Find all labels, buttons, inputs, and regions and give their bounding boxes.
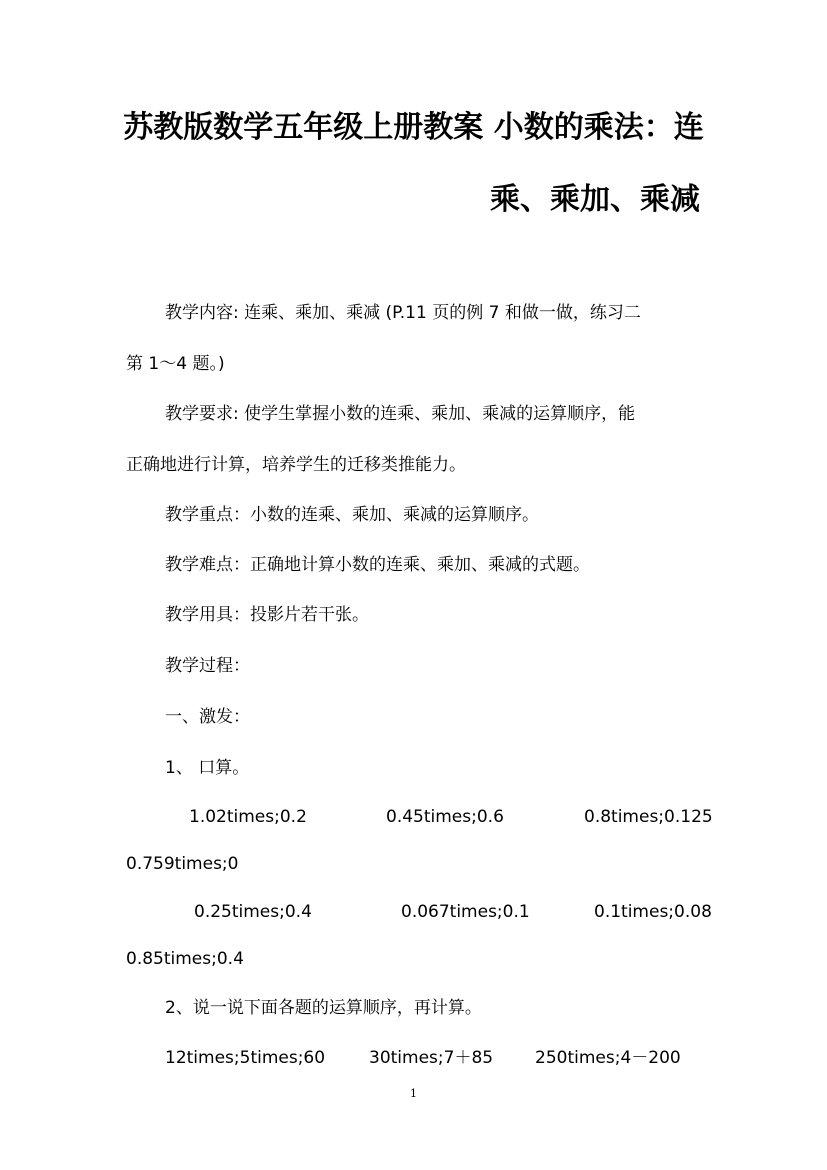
teaching-content-line-1: 教学内容: 连乘、乘加、乘减 (P.11 页的例 7 和做一做，练习二: [165, 303, 641, 323]
teaching-difficulty: 教学难点：正确地计算小数的连乘、乘加、乘减的式题。: [165, 555, 590, 575]
oral-problem: 0.1times;0.08: [594, 902, 712, 922]
oral-problem: 0.25times;0.4: [194, 902, 312, 922]
document-title-line-2: 乘、乘加、乘减: [490, 182, 700, 217]
item-operation-order: 2、说一说下面各题的运算顺序，再计算。: [165, 998, 482, 1018]
section-heading: 一、激发：: [165, 707, 250, 727]
exercise-problem: 12times;5times;60: [165, 1048, 326, 1068]
page-number: 1: [410, 1087, 417, 1100]
teaching-requirement-line-1: 教学要求: 使学生掌握小数的连乘、乘加、乘减的运算顺序，能: [165, 404, 636, 424]
oral-problem: 0.759times;0: [126, 854, 239, 874]
exercise-problem: 30times;7＋85: [369, 1048, 494, 1068]
oral-problem: 0.067times;0.1: [401, 902, 530, 922]
exercise-problem: 250times;4－200: [535, 1048, 681, 1068]
oral-problem: 0.85times;0.4: [126, 949, 244, 969]
oral-problem: 1.02times;0.2: [189, 807, 307, 827]
oral-problem: 0.45times;0.6: [386, 807, 504, 827]
teaching-content-line-2: 第 1～4 题。): [126, 354, 225, 374]
oral-problem: 0.8times;0.125: [584, 807, 713, 827]
teaching-key-point: 教学重点：小数的连乘、乘加、乘减的运算顺序。: [165, 505, 539, 525]
teaching-process: 教学过程：: [165, 656, 250, 676]
item-oral-calculation: 1、 口算。: [165, 758, 250, 778]
teaching-requirement-line-2: 正确地进行计算，培养学生的迁移类推能力。: [126, 455, 466, 475]
document-title-line-1: 苏教版数学五年级上册教案 小数的乘法：连: [123, 110, 704, 145]
teaching-tools: 教学用具：投影片若干张。: [165, 605, 369, 625]
